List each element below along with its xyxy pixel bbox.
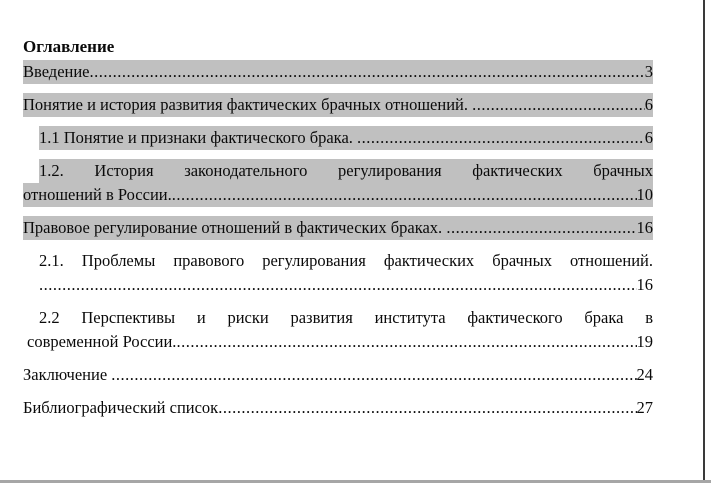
- entry-label: Введение: [23, 62, 90, 81]
- entry-page-number: 3: [644, 62, 653, 81]
- dot-leader: [111, 363, 636, 387]
- toc-entry-chapter1[interactable]: [23, 93, 653, 117]
- entry-page-number: 10: [636, 185, 653, 204]
- dot-leader: [446, 216, 636, 240]
- entry-page-number: 19: [636, 332, 653, 351]
- entry-line-1: [39, 249, 653, 273]
- dot-leader: [218, 396, 636, 420]
- entry-line-2: [39, 273, 653, 297]
- dot-leader: [357, 126, 645, 150]
- entry-page-number: 16: [636, 218, 653, 237]
- entry-label: 1.1 Понятие и признаки фактического брака.: [39, 128, 358, 147]
- entry-label: Правовое регулирование отношений в фактических браках.: [23, 218, 447, 237]
- toc-entry-2-1[interactable]: [23, 249, 653, 297]
- entry-page-number: 16: [636, 275, 653, 294]
- entry-line-2: [23, 183, 653, 207]
- entry-line-2: [27, 330, 653, 354]
- entry-label: 2.2 Перспективы и риски развития института фактического брака в: [39, 308, 653, 327]
- dot-leader: [472, 93, 645, 117]
- dot-leader: [172, 183, 637, 207]
- dot-leader: [176, 330, 636, 354]
- entry-page-number: 27: [636, 398, 653, 417]
- entry-line-1: [39, 306, 653, 330]
- entry-label: Библиографический список: [23, 398, 219, 417]
- toc-entry-1-1[interactable]: [39, 126, 653, 150]
- entry-label: современной России.: [27, 332, 177, 351]
- entry-page-number: 24: [636, 365, 653, 384]
- entry-label: отношений в России.: [23, 185, 172, 204]
- entry-page-number: 6: [644, 128, 653, 147]
- toc-entry-2-2[interactable]: [23, 306, 653, 354]
- toc-title: Оглавление: [23, 37, 115, 56]
- toc-entry-1-2[interactable]: [23, 159, 653, 207]
- toc-entry-introduction[interactable]: [23, 60, 653, 84]
- entry-label: Заключение: [23, 365, 112, 384]
- entry-label: Понятие и история развития фактических брачных отношений.: [23, 95, 473, 114]
- dot-leader: [90, 60, 645, 84]
- entry-line-1: [39, 159, 653, 183]
- entry-label: 2.1. Проблемы правового регулирования фактических брачных отношений.: [39, 251, 653, 270]
- table-of-contents: [23, 36, 653, 429]
- toc-entry-chapter2[interactable]: [23, 216, 653, 240]
- entry-label: 1.2. История законодательного регулирования фактических брачных: [39, 161, 653, 180]
- page-edge-right: [703, 0, 705, 483]
- dot-leader: [39, 273, 637, 297]
- toc-entry-bibliography[interactable]: [23, 396, 653, 420]
- toc-entry-conclusion[interactable]: [23, 363, 653, 387]
- entry-page-number: 6: [644, 95, 653, 114]
